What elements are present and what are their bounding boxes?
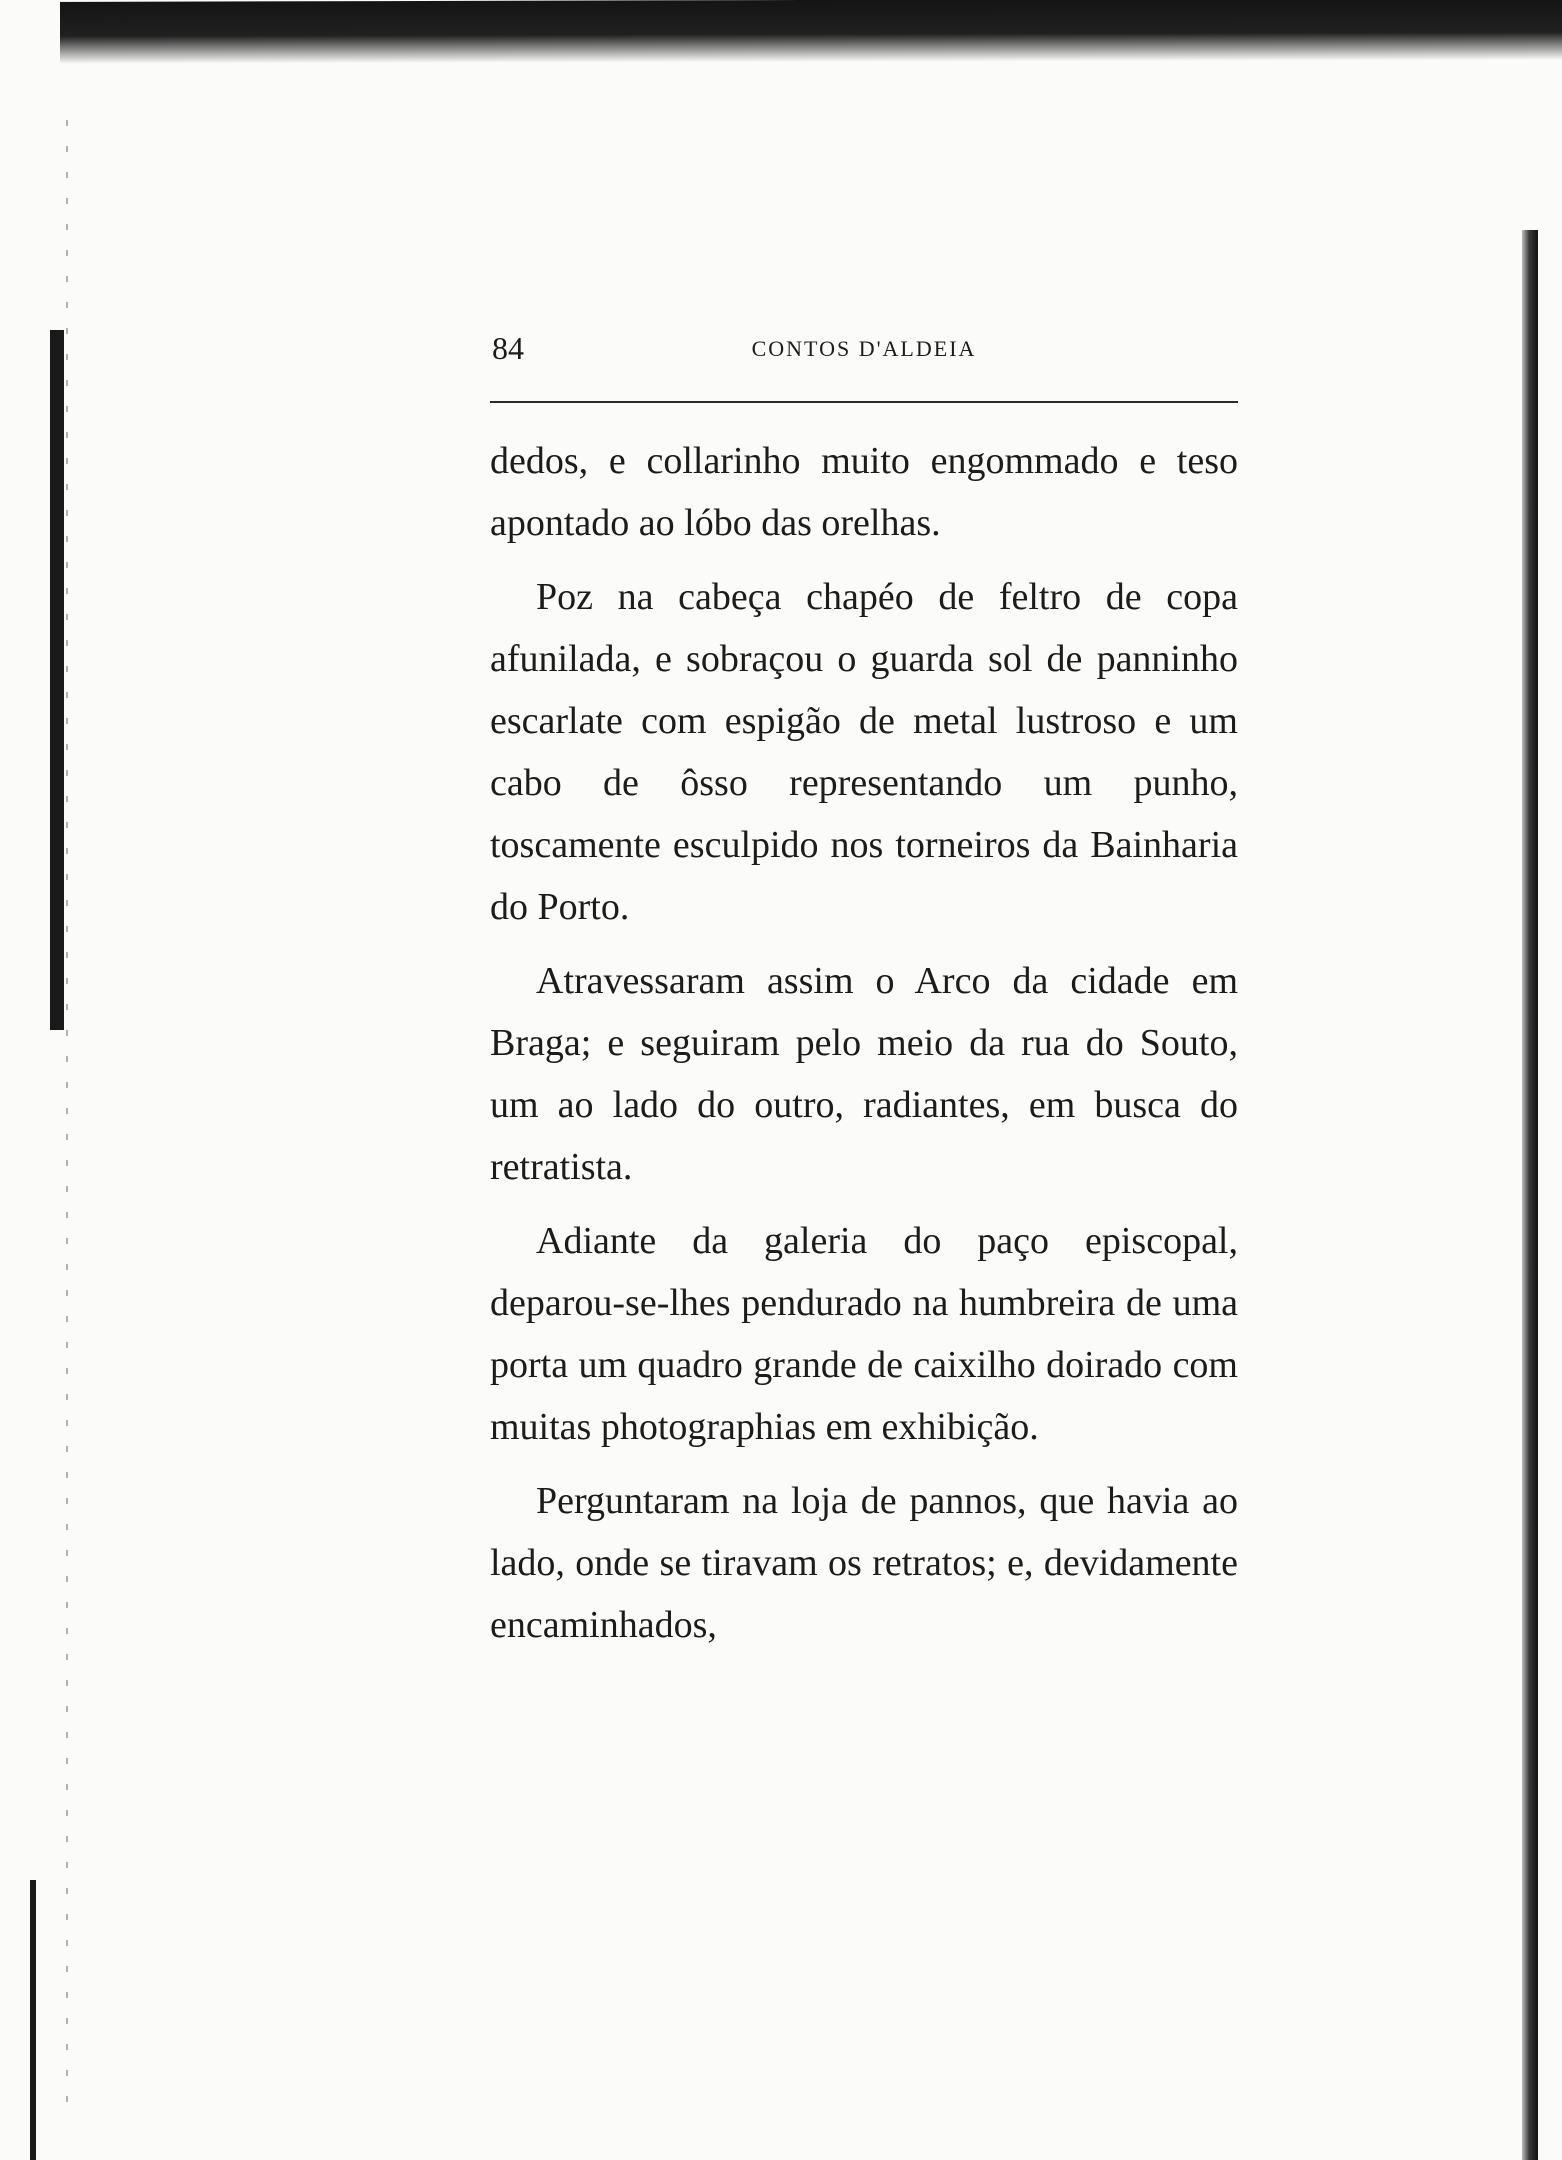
paragraph: Adiante da galeria do paço episcopal, deparou-se-lhes pendurado na humbreira de uma porta um quadro grande de caixilho doirado com muitas photographias em exhibição.: [490, 1220, 1238, 1448]
scan-left-bar-lower: [30, 1880, 36, 2160]
header-rule: [490, 401, 1238, 403]
paragraph: Poz na cabeça chapéo de feltro de copa afunilada, e sobraçou o guarda sol de panninho escarlate com espigão de metal lustroso e um cabo de ôsso representando um punho, toscamente esculpido nos torneiros da Bainharia do Porto.: [490, 576, 1238, 928]
paragraph-continuation: dedos, e collarinho muito engommado e teso apontado ao lóbo das orelhas.: [490, 440, 1238, 544]
scan-corner: [0, 0, 60, 90]
scan-left-bar: [50, 330, 64, 1030]
scan-left-artifact: [66, 120, 68, 2120]
page-number: 84: [492, 330, 524, 366]
paragraph: Atravessaram assim o Arco da cidade em Braga; e seguiram pelo meio da rua do Souto, um ao lado do outro, radiantes, em busca do retratista.: [490, 960, 1238, 1188]
scan-right-edge: [1522, 230, 1538, 2160]
scan-top-edge: [40, 0, 1562, 64]
running-title: CONTOS D'ALDEIA: [751, 336, 977, 361]
book-page: [490, 330, 1238, 1646]
scan-right-margin: [1538, 230, 1562, 2160]
running-head: [490, 330, 1238, 376]
paragraph: Perguntaram na loja de pannos, que havia ao lado, onde se tiravam os retratos; e, devidamente encaminhados,: [490, 1480, 1238, 1646]
body-text: [490, 430, 1238, 1668]
